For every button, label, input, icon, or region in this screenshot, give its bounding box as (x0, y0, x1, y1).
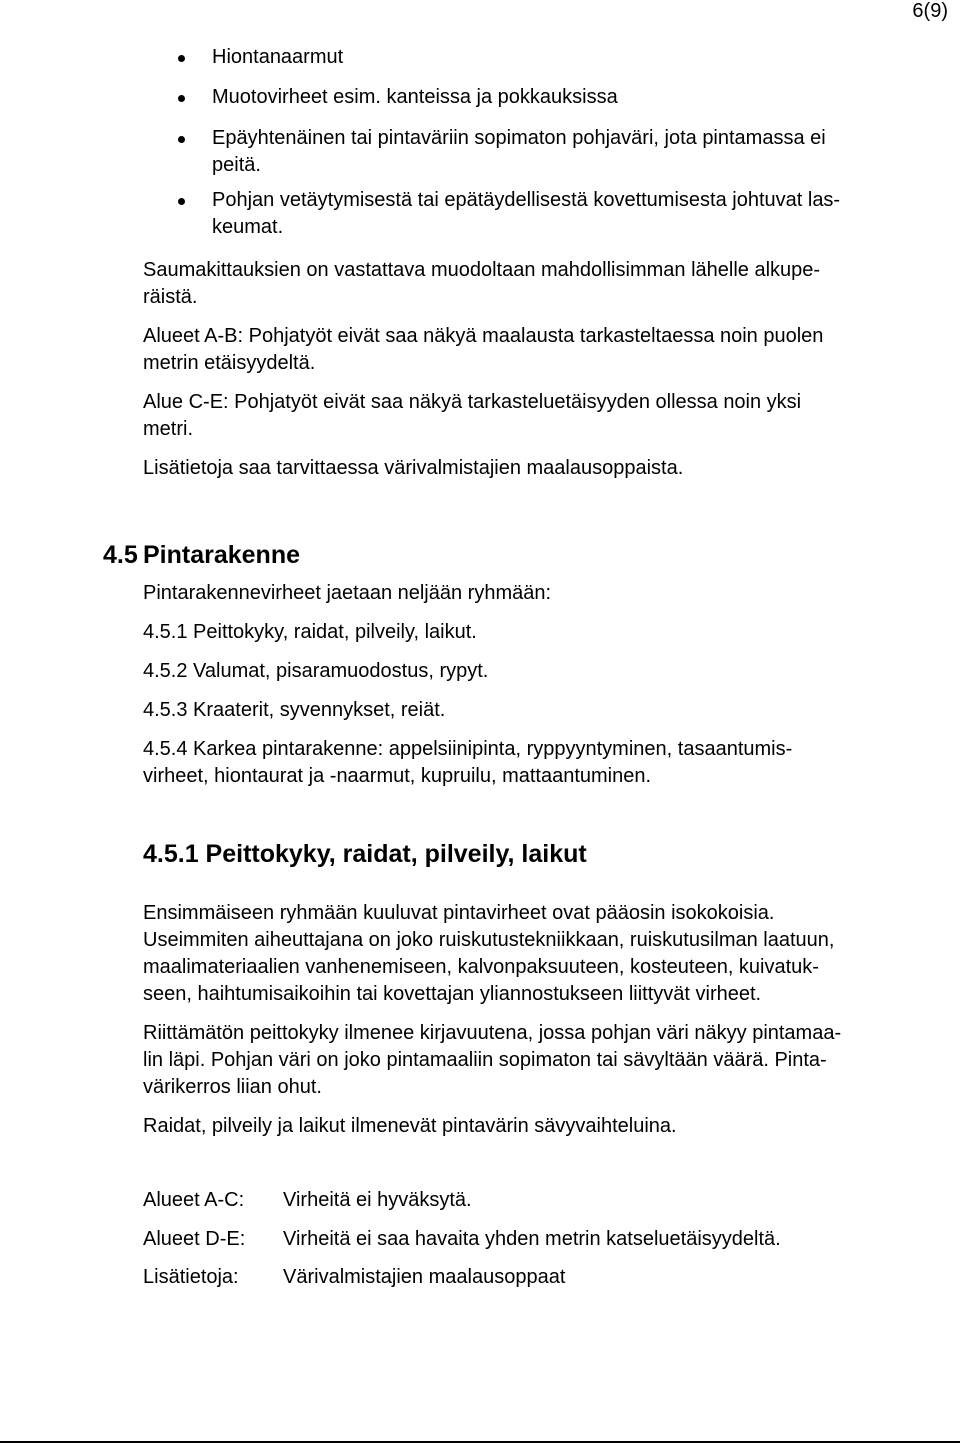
criteria-value: Virheitä ei saa havaita yhden metrin katseluetäisyydeltä. (283, 1228, 781, 1250)
paragraph-line: räistä. (143, 286, 198, 308)
criteria-label: Lisätietoja: (143, 1266, 239, 1288)
group-item-3: 4.5.3 Kraaterit, syvennykset, reiät. (143, 699, 446, 721)
bullet-item-3-line-1: Epäyhtenäinen tai pintaväriin sopimaton pohjaväri, jota pintamassa ei (212, 127, 826, 149)
paragraph-line: seen, haihtumisaikoihin tai kovettajan yliannostukseen liittyvät virheet. (143, 983, 762, 1005)
paragraph-line: värikerros liian ohut. (143, 1076, 322, 1098)
bullet-item-2: Muotovirheet esim. kanteissa ja pokkauksissa (212, 86, 618, 108)
section-number: 4.5 (103, 541, 138, 569)
section-title: Pintarakenne (143, 541, 301, 569)
criteria-label: Alueet D-E: (143, 1228, 246, 1250)
group-item-1: 4.5.1 Peittokyky, raidat, pilveily, laikut. (143, 621, 477, 643)
paragraph-line: Lisätietoja saa tarvittaessa värivalmistajien maalausoppaista. (143, 457, 684, 479)
paragraph-line: Saumakittauksien on vastattava muodoltaan mahdollisimman lähelle alkupe- (143, 259, 821, 281)
group-item-4-line-1: 4.5.4 Karkea pintarakenne: appelsiinipinta, ryppyyntyminen, tasaantumis- (143, 738, 793, 760)
page-bottom-rule (0, 1441, 960, 1443)
paragraph-line: Useimmiten aiheuttajana on joko ruiskutustekniikkaan, ruiskutusilman laatuun, (143, 929, 835, 951)
bullet-icon (178, 198, 185, 205)
bullet-icon (178, 95, 185, 102)
paragraph-line: Riittämätön peittokyky ilmenee kirjavuutena, jossa pohjan väri näkyy pintamaa- (143, 1022, 842, 1044)
group-item-2: 4.5.2 Valumat, pisaramuodostus, rypyt. (143, 660, 489, 682)
bullet-item-3-line-2: peitä. (212, 154, 261, 176)
bullet-item-4-line-2: keumat. (212, 216, 284, 238)
group-item-4-line-2: virheet, hiontaurat ja -naarmut, kupruilu, mattaantuminen. (143, 765, 652, 787)
paragraph-line: metri. (143, 418, 193, 440)
page-number: 6(9) (912, 0, 948, 22)
paragraph-line: Alueet A-B: Pohjatyöt eivät saa näkyä maalausta tarkasteltaessa noin puolen (143, 325, 824, 347)
paragraph-line: Ensimmäiseen ryhmään kuuluvat pintavirheet ovat pääosin isokokoisia. (143, 902, 775, 924)
paragraph-line: Alue C-E: Pohjatyöt eivät saa näkyä tarkasteluetäisyyden ollessa noin yksi (143, 391, 802, 413)
criteria-value: Virheitä ei hyväksytä. (283, 1189, 472, 1211)
paragraph-line: Raidat, pilveily ja laikut ilmenevät pintavärin sävyvaihteluina. (143, 1115, 677, 1137)
paragraph-line: lin läpi. Pohjan väri on joko pintamaaliin sopimaton tai sävyltään väärä. Pinta- (143, 1049, 827, 1071)
bullet-item-4-line-1: Pohjan vetäytymisestä tai epätäydellisestä kovettumisesta johtuvat las- (212, 189, 841, 211)
criteria-value: Värivalmistajien maalausoppaat (283, 1266, 566, 1288)
subsection-heading: 4.5.1 Peittokyky, raidat, pilveily, laikut (143, 840, 587, 868)
criteria-label: Alueet A-C: (143, 1189, 245, 1211)
bullet-icon (178, 136, 185, 143)
paragraph-line: maalimateriaalien vanhenemiseen, kalvonpaksuuteen, kosteuteen, kuivatuk- (143, 956, 819, 978)
section-lead: Pintarakennevirheet jaetaan neljään ryhmään: (143, 582, 552, 604)
bullet-item-1: Hiontanaarmut (212, 46, 344, 68)
paragraph-line: metrin etäisyydeltä. (143, 352, 316, 374)
bullet-icon (178, 55, 185, 62)
